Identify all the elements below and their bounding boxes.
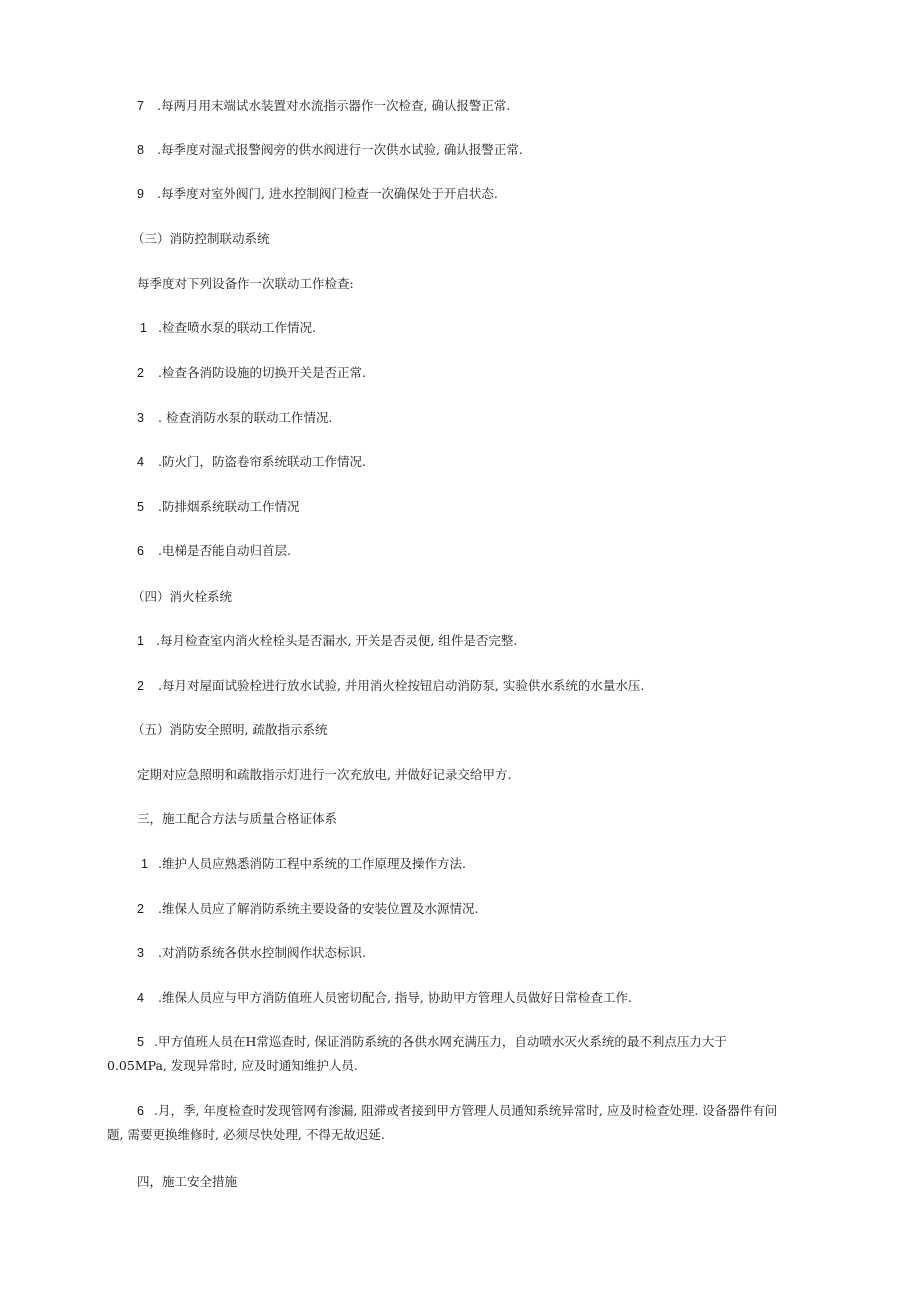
item-number: 1 bbox=[141, 857, 148, 871]
item-text: .防火门，防盗卷帘系统联动工作情况. bbox=[158, 454, 366, 469]
list-item bbox=[137, 499, 299, 515]
item-text: .电梯是否能自动归首层. bbox=[158, 543, 291, 558]
item-number: 6 bbox=[137, 544, 144, 558]
item-number: 3 bbox=[137, 946, 144, 960]
item-number: 2 bbox=[137, 366, 144, 380]
list-item bbox=[137, 990, 632, 1006]
list-item bbox=[137, 142, 523, 158]
paragraph: 每季度对下列设备作一次联动工作检查: bbox=[137, 276, 354, 291]
item-number: 5 bbox=[137, 1035, 144, 1049]
item-text: .检查喷水泵的联动工作情况. bbox=[158, 320, 316, 335]
item-text: .防排烟系统联动工作情况 bbox=[158, 499, 300, 514]
list-item bbox=[137, 1103, 777, 1119]
item-number: 7 bbox=[137, 99, 144, 113]
item-number: 1 bbox=[140, 321, 147, 335]
item-number: 5 bbox=[137, 500, 144, 514]
list-item-continuation: 题, 需要更换维修时, 必须尽快处理, 不得无故迟延. bbox=[107, 1127, 385, 1142]
item-number: 2 bbox=[137, 902, 144, 916]
list-item bbox=[140, 320, 316, 336]
list-item bbox=[137, 945, 366, 961]
item-number: 4 bbox=[137, 991, 144, 1005]
item-text: .维保人员应了解消防系统主要设备的安装位置及水源情况. bbox=[158, 901, 479, 916]
item-text: .每月对屋面试验栓进行放水试验, 并用消火栓按钮启动消防泵, 实验供水系统的水量水压. bbox=[158, 678, 645, 693]
list-item bbox=[137, 543, 291, 559]
list-item bbox=[137, 454, 366, 470]
item-number: 8 bbox=[137, 143, 144, 157]
list-item bbox=[137, 678, 644, 694]
item-text: .每季度对湿式报警阀旁的供水阀进行一次供水试验, 确认报警正常. bbox=[157, 142, 523, 157]
section-heading: 四，施工安全措施 bbox=[137, 1174, 238, 1189]
item-text: .维护人员应熟悉消防工程中系统的工作原理及操作方法. bbox=[158, 856, 466, 871]
item-text: .检查各消防设施的切换开关是否正常. bbox=[158, 365, 366, 380]
list-item bbox=[137, 410, 332, 426]
item-text: .甲方值班人员在H常巡查时, 保证消防系统的各供水网充满压力，自动喷水灭火系统的最不利点压力大于 bbox=[154, 1034, 727, 1049]
item-number: 4 bbox=[137, 455, 144, 469]
list-item bbox=[137, 633, 517, 649]
list-item-continuation: 0.05MPa, 发现异常时, 应及时通知维护人员. bbox=[107, 1058, 358, 1073]
item-number: 1 bbox=[137, 634, 144, 648]
list-item bbox=[137, 1034, 727, 1050]
item-number: 6 bbox=[137, 1104, 144, 1118]
list-item bbox=[137, 365, 366, 381]
item-text: .每两月用末端试水装置对水流指示器作一次检查, 确认报警正常. bbox=[157, 98, 511, 113]
section-heading: （五）消防安全照明, 疏散指示系统 bbox=[132, 722, 328, 737]
item-number: 9 bbox=[137, 187, 144, 201]
list-item bbox=[141, 856, 466, 872]
item-number: 2 bbox=[137, 679, 144, 693]
list-item bbox=[137, 901, 478, 917]
list-item bbox=[137, 186, 498, 202]
item-text: .对消防系统各供水控制阀作状态标识. bbox=[158, 945, 366, 960]
list-item bbox=[137, 98, 510, 114]
section-heading: （四）消火栓系统 bbox=[132, 589, 233, 604]
section-heading: 三，施工配合方法与质量合格证体系 bbox=[137, 811, 338, 826]
section-heading: （三）消防控制联动系统 bbox=[132, 231, 270, 246]
item-text: .每月检查室内消火栓栓头是否漏水, 开关是否灵便, 组件是否完整. bbox=[156, 633, 518, 648]
item-number: 3 bbox=[137, 411, 144, 425]
item-text: .月，季, 年度检查时发现管网有渗漏, 阻滞或者接到甲方管理人员通知系统异常时, 应及时检查处理. 设备器件有问 bbox=[154, 1103, 778, 1118]
paragraph: 定期对应急照明和疏散指示灯进行一次充放电, 并做好记录交给甲方. bbox=[137, 767, 512, 782]
item-text: . 检查消防水泵的联动工作情况. bbox=[158, 410, 333, 425]
item-text: .每季度对室外阀门, 进水控制阀门检查一次确保处于开启状态. bbox=[157, 186, 498, 201]
item-text: .维保人员应与甲方消防值班人员密切配合, 指导, 协助甲方管理人员做好日常检查工作. bbox=[158, 990, 632, 1005]
